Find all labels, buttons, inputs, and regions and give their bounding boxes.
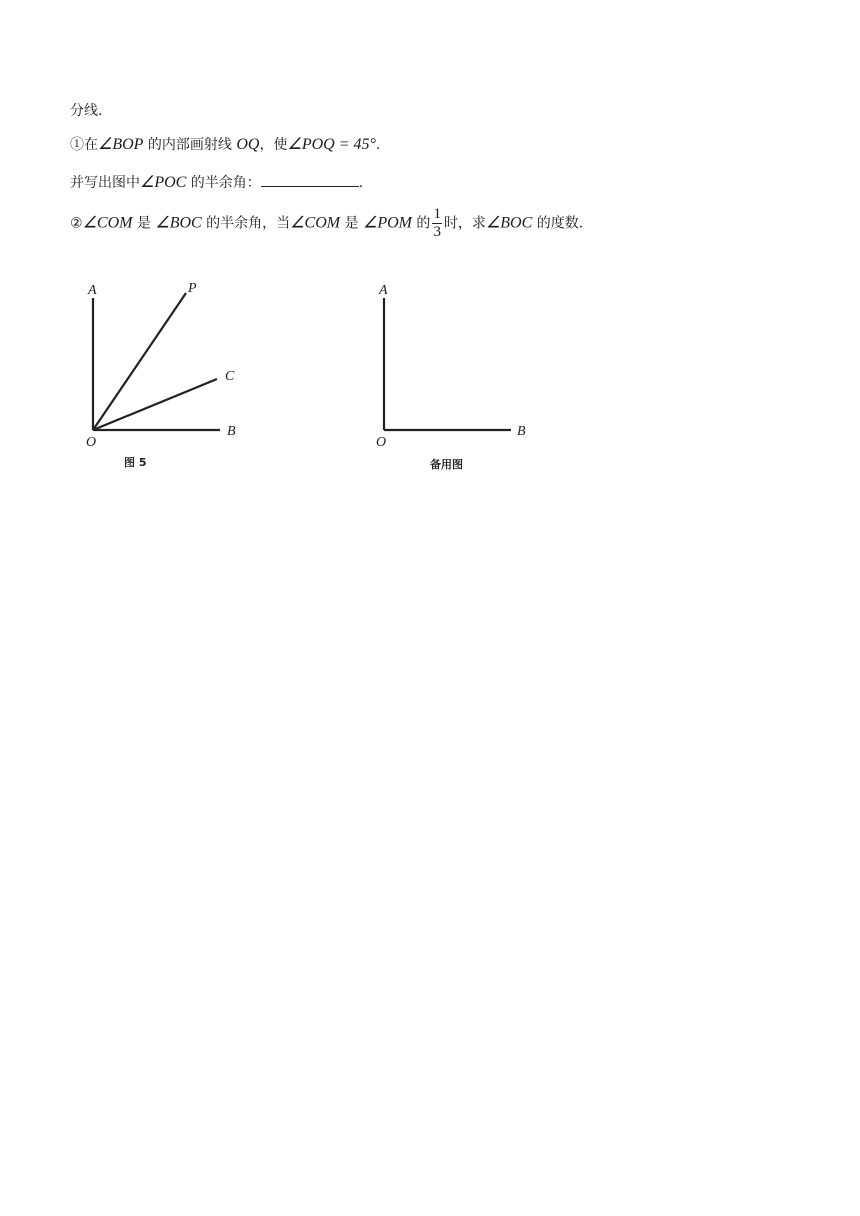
- angle-com: ∠COM: [82, 214, 133, 232]
- fraction-numerator: 1: [433, 206, 441, 222]
- text: 的: [411, 215, 431, 232]
- text: 是: [340, 215, 363, 232]
- label-a: A: [88, 283, 97, 298]
- text: ①在: [70, 137, 98, 153]
- angle-pom: ∠POM: [362, 214, 412, 232]
- text: .: [358, 175, 364, 191]
- angle-expr: ∠POQ = 45°: [287, 136, 376, 153]
- label-o: O: [376, 435, 387, 450]
- line-4: [70, 206, 583, 241]
- figure-caption: 备用图: [430, 458, 463, 471]
- label-p: P: [188, 281, 197, 296]
- line-1: [70, 100, 102, 120]
- ray-op: [93, 293, 186, 430]
- line-2: [70, 134, 380, 154]
- angle-poc: ∠POC: [140, 174, 187, 191]
- fraction: [432, 206, 442, 241]
- line-3: [70, 172, 363, 192]
- angle-bop: ∠BOP: [98, 136, 144, 153]
- line-1-text: 分线.: [70, 103, 103, 119]
- label-a: A: [379, 283, 388, 298]
- text: .: [375, 137, 381, 153]
- angle-boc: ∠BOC: [155, 214, 202, 232]
- text: 的半余角：: [186, 175, 261, 191]
- text: 的内部画射线: [143, 137, 237, 153]
- figure-caption: 图 5: [124, 456, 147, 469]
- text: 的半余角，当: [201, 215, 291, 232]
- label-o: O: [86, 435, 97, 450]
- text: 时，求: [443, 215, 486, 232]
- label-b: B: [227, 424, 236, 439]
- text: ，使: [259, 137, 288, 153]
- label-b: B: [517, 424, 526, 439]
- answer-blank[interactable]: [261, 173, 359, 187]
- figure-5: [80, 275, 260, 475]
- angle-com: ∠COM: [290, 214, 341, 232]
- angle-boc: ∠BOC: [485, 214, 533, 232]
- label-c: C: [225, 369, 235, 384]
- text: 的度数.: [532, 215, 584, 232]
- text: 是: [132, 215, 156, 232]
- ray-oq: OQ: [236, 136, 260, 153]
- fraction-denominator: 3: [433, 224, 441, 240]
- text: 并写出图中: [70, 175, 140, 191]
- backup-figure: [370, 275, 550, 475]
- text: ②: [70, 215, 83, 232]
